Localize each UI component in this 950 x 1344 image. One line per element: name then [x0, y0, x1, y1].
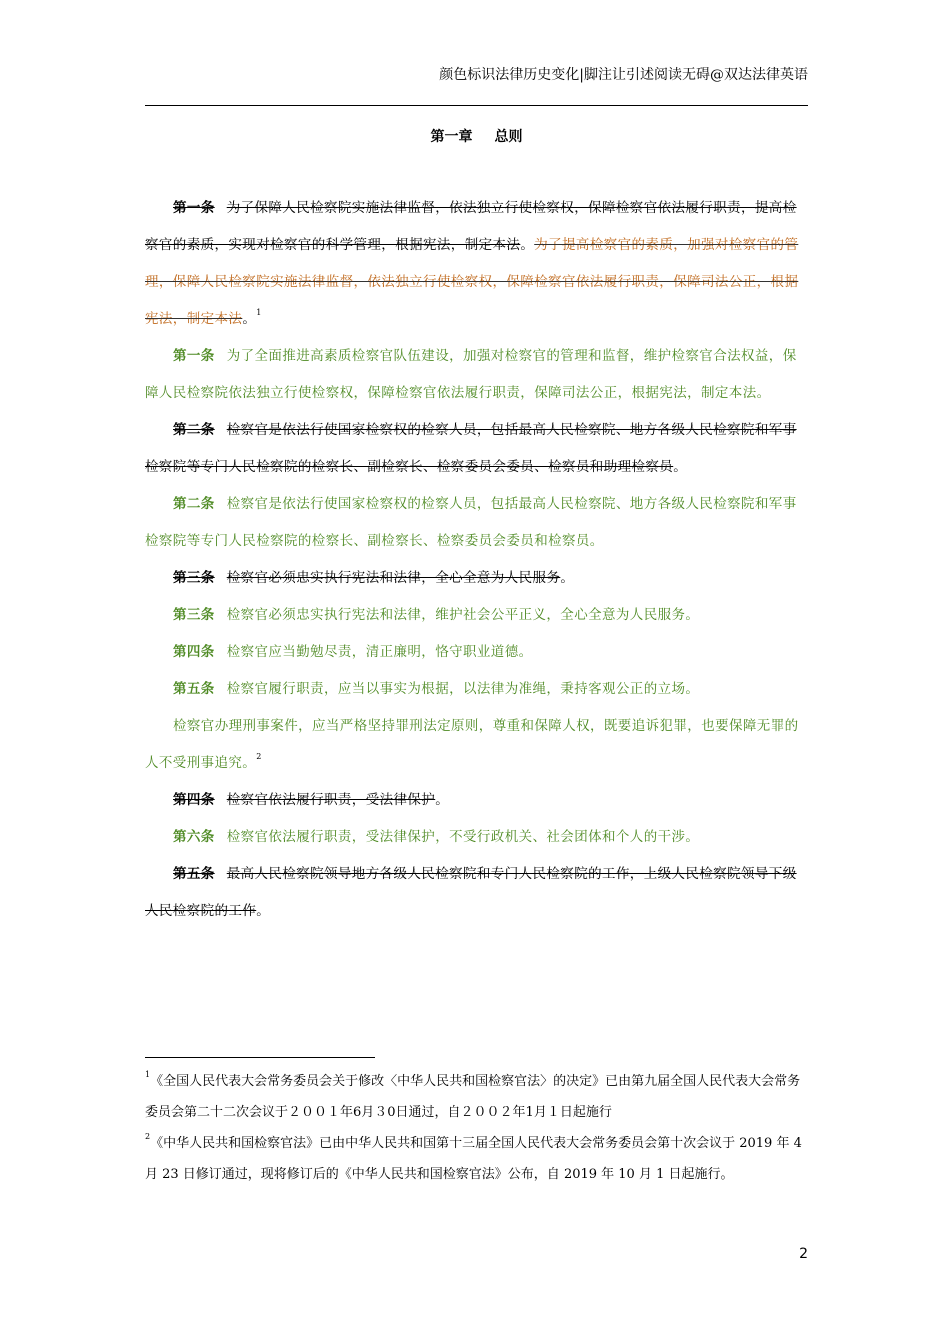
article-label: 第六条	[173, 829, 215, 845]
footnote-1	[145, 1066, 808, 1128]
document-body	[145, 190, 808, 930]
article-1-2001-text: 为了提高检察官的素质，加强对检察官的管理，保障人民检察院实施法律监督，依法独立行使检察权，保障检察官依法履行职责，保障司法公正，根据宪法，制定本法	[145, 237, 799, 327]
article-3-original	[145, 560, 808, 597]
article-3-original-text	[173, 570, 560, 586]
article-text: 检察官是依法行使国家检察权的检察人员，包括最高人民检察院、地方各级人民检察院和军事检察院等专门人民检察院的检察长、副检察长、检察委员会委员和检察员。	[145, 496, 797, 549]
article-2-original	[145, 412, 808, 486]
article-label: 第一条	[173, 200, 215, 216]
footnote-ref-1[interactable]: 1	[256, 307, 262, 317]
article-text: 检察官办理刑事案件，应当严格坚持罪刑法定原则，尊重和保障人权，既要追诉犯罪，也要保障无罪的人不受刑事追究。	[145, 718, 799, 771]
article-text: 检察官是依法行使国家检察权的检察人员，包括最高人民检察院、地方各级人民检察院和军事检察院等专门人民检察院的检察长、副检察长、检察委员会委员、检察员和助理检察员	[145, 422, 797, 475]
article-label: 第四条	[173, 792, 215, 808]
article-end: 。	[435, 792, 450, 808]
article-5-original-text	[145, 866, 797, 919]
footnote-2	[145, 1128, 808, 1190]
footnote-rule	[145, 1057, 375, 1058]
article-1-current	[145, 338, 808, 412]
footnote-text: 《全国人民代表大会常务委员会关于修改〈中华人民共和国检察官法〉的决定》已由第九届全国人民代表大会常务委员会第二十二次会议于２００１年6月３0日通过，自２００２年1月１日起施行	[145, 1074, 801, 1120]
article-text: 最高人民检察院领导地方各级人民检察院和专门人民检察院的工作，上级人民检察院领导下级人民检察院的工作	[145, 866, 797, 919]
article-5-paragraph-2	[145, 708, 808, 782]
header-rule	[145, 105, 808, 106]
article-4-original	[145, 782, 808, 819]
footnote-marker: 2	[145, 1131, 151, 1141]
article-end: 。	[673, 459, 688, 475]
article-end: 。	[242, 311, 257, 327]
article-end: 。	[256, 903, 271, 919]
chapter-number: 第一章	[430, 129, 473, 145]
footnotes	[145, 1066, 808, 1190]
article-4-original-text	[173, 792, 435, 808]
article-end: 。	[520, 237, 535, 253]
article-label: 第三条	[173, 570, 215, 586]
article-label: 第四条	[173, 644, 215, 660]
article-label: 第五条	[173, 681, 215, 697]
page-number: 2	[799, 1246, 808, 1262]
article-2-current	[145, 486, 808, 560]
footnote-ref-2[interactable]: 2	[256, 751, 262, 761]
chapter-name: 总则	[494, 129, 523, 145]
article-label: 第二条	[173, 496, 215, 512]
article-text: 检察官应当勤勉尽责，清正廉明，恪守职业道德。	[226, 644, 533, 660]
article-text: 检察官履行职责，应当以事实为根据，以法律为准绳，秉持客观公正的立场。	[226, 681, 700, 697]
article-2-original-text	[145, 422, 797, 475]
page-header: 颜色标识法律历史变化|脚注让引述阅读无碍@双达法律英语	[439, 67, 808, 83]
chapter-title	[145, 126, 808, 146]
article-end: 。	[560, 570, 575, 586]
article-4-current	[145, 634, 808, 671]
article-text: 为了全面推进高素质检察官队伍建设，加强对检察官的管理和监督，维护检察官合法权益，保障人民检察院依法独立行使检察权，保障检察官依法履行职责，保障司法公正，根据宪法，制定本法。	[145, 348, 797, 401]
article-3-current	[145, 597, 808, 634]
article-text: 为了保障人民检察院实施法律监督，依法独立行使检察权，保障检察官依法履行职责，提高检察官的素质，实现对检察官的科学管理，根据宪法，制定本法	[145, 200, 797, 253]
article-5-original	[145, 856, 808, 930]
article-text: 检察官依法履行职责，受法律保护，不受行政机关、社会团体和个人的干涉。	[226, 829, 700, 845]
article-label: 第三条	[173, 607, 215, 623]
footnote-text: 《中华人民共和国检察官法》已由中华人民共和国第十三届全国人民代表大会常务委员会第十次会议于 2019 年 4 月 23 日修订通过，现将修订后的《中华人民共和国检察官法》公布，自 2019 年 10 月 1 日起施行。	[145, 1136, 802, 1182]
article-label: 第二条	[173, 422, 215, 438]
article-text: 检察官必须忠实执行宪法和法律，全心全意为人民服务	[226, 570, 561, 586]
footnote-marker: 1	[145, 1069, 151, 1079]
article-5-current	[145, 671, 808, 708]
article-label: 第一条	[173, 348, 215, 364]
article-text: 检察官依法履行职责，受法律保护	[226, 792, 436, 808]
article-text: 检察官必须忠实执行宪法和法律，维护社会公平正义，全心全意为人民服务。	[226, 607, 700, 623]
article-6-current	[145, 819, 808, 856]
article-label: 第五条	[173, 866, 215, 882]
article-1-original	[145, 190, 808, 338]
